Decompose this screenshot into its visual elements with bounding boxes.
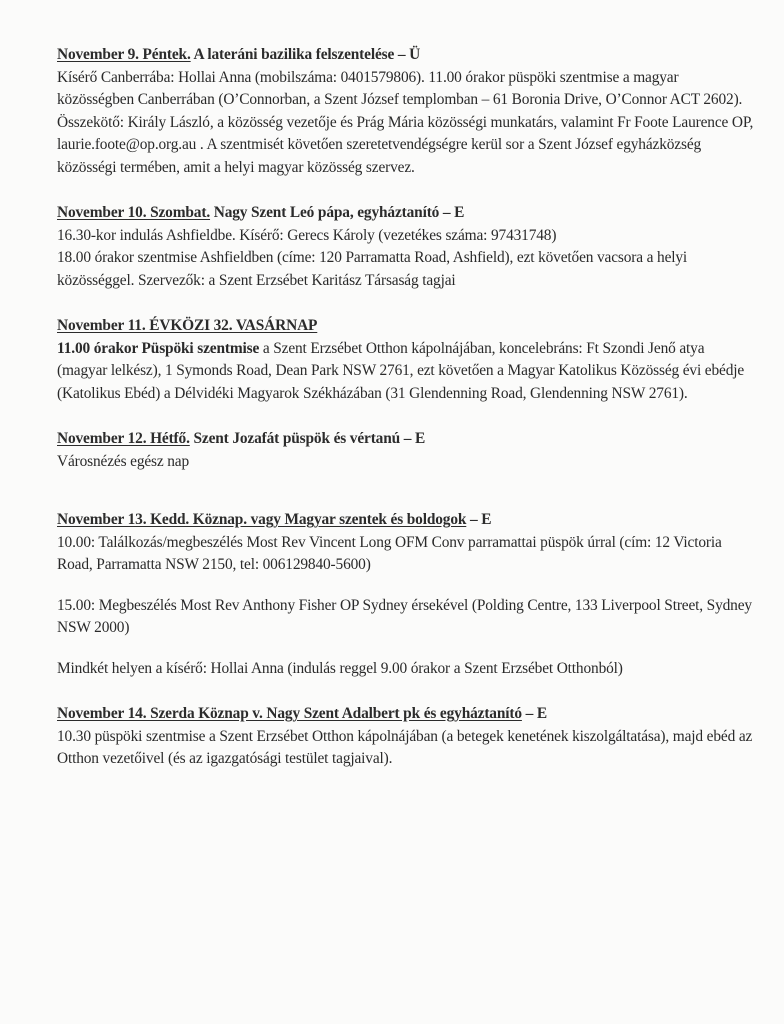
heading-feast: Nagy Szent Leó pápa, egyháztanító – E (210, 204, 465, 221)
heading-feast: – E (466, 511, 492, 528)
section-nov-14 (57, 703, 757, 771)
section-heading (57, 703, 757, 726)
heading-date: November 13. Kedd. Köznap. vagy Magyar szentek és boldogok (57, 511, 467, 528)
lead-bold-text: 11.00 órakor Püspöki szentmise (57, 339, 260, 357)
section-paragraph: 16.30-kor indulás Ashfieldbe. Kísérő: Gerecs Károly (vezetékes száma: 97431748) (57, 226, 557, 244)
section-paragraph: 10.00: Találkozás/megbeszélés Most Rev Vincent Long OFM Conv parramattai püspök úrral (cím: 12 Victoria Road, Parramatta NSW 2150, tel: 006129840-5600) (57, 533, 722, 573)
heading-feast: A lateráni bazilika felszentelése – Ü (190, 46, 421, 63)
section-heading (57, 202, 757, 225)
section-paragraph: Városnézés egész nap (57, 452, 190, 470)
section-paragraph (57, 338, 757, 406)
section-heading (57, 44, 757, 67)
section-heading (57, 315, 757, 338)
section-paragraph: Mindkét helyen a kísérő: Hollai Anna (indulás reggel 9.00 órakor a Szent Erzsébet Otthonból) (57, 659, 623, 677)
section-nov-11 (57, 315, 757, 405)
heading-date: November 12. Hétfő. (57, 430, 190, 447)
document-content (57, 44, 757, 771)
section-nov-12 (57, 428, 757, 473)
heading-date: November 14. Szerda Köznap v. Nagy Szent Adalbert pk és egyháztanító (57, 705, 522, 722)
heading-date: November 10. Szombat. (57, 204, 211, 221)
section-heading (57, 509, 757, 532)
heading-feast: – E (521, 705, 547, 722)
section-paragraph: 10.30 püspöki szentmise a Szent Erzsébet Otthon kápolnájában (a betegek kenetének kiszolgáltatása), majd ebéd az Otthon vezetőivel (és az igazgatósági testület tagjaival). (57, 727, 753, 767)
heading-date: November 11. ÉVKÖZI 32. VASÁRNAP (57, 317, 318, 334)
paragraph-text: a Szent Erzsébet Otthon kápolnájában, koncelebráns: Ft Szondi Jenő atya (magyar lelkész), 1 Symonds Road, Dean Park NSW 2761, ezt követően a Magyar Katolikus Közösség évi ebédje (Katolikus Ebéd) a Délvidéki Magyarok Székházában (31 Glendenning Road, Glendenning NSW 2761). (57, 339, 745, 402)
section-paragraph: 15.00: Megbeszélés Most Rev Anthony Fisher OP Sydney érsekével (Polding Centre, 133 Liverpool Street, Sydney NSW 2000) (57, 596, 752, 636)
heading-feast: Szent Jozafát püspök és vértanú – E (189, 430, 426, 447)
section-paragraph: Kísérő Canberrába: Hollai Anna (mobilszáma: 0401579806). 11.00 órakor püspöki szentmise a magyar közösségben Canberrában (O’Connorban, a Szent József templomban – 61 Boronia Drive, O’Connor ACT 2602). Összekötő: Király László, a közösség vezetője és Prág Mária közösségi munkatárs, valamint Fr Foote Laurence OP, laurie.foote@op.org.au . A szentmisét követően szeretetvendégségre kerül sor a Szent József egyházközség közösségi termében, amit a helyi magyar közösség szervez. (57, 68, 754, 176)
section-heading (57, 428, 757, 451)
section-nov-10 (57, 202, 757, 292)
section-nov-9 (57, 44, 757, 179)
section-paragraph: 18.00 órakor szentmise Ashfieldben (címe: 120 Parramatta Road, Ashfield), ezt követően vacsora a helyi közösséggel. Szervezők: a Szent Erzsébet Karitász Társaság tagjai (57, 249, 688, 289)
section-nov-13 (57, 509, 757, 680)
heading-date: November 9. Péntek. (57, 46, 191, 63)
